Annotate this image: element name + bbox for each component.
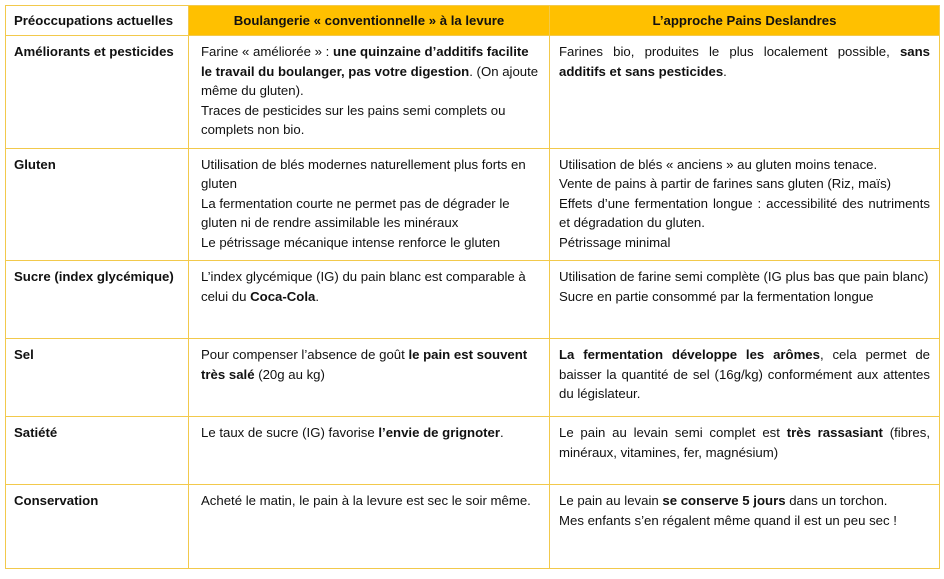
text-run: Farine « améliorée » : — [201, 44, 333, 59]
topic-cell: Conservation — [6, 485, 189, 569]
topic-cell: Améliorants et pesticides — [6, 36, 189, 149]
text-run: Pétrissage minimal — [559, 234, 671, 250]
text-run: Le taux de sucre (IG) favorise — [201, 425, 379, 440]
header-deslandres: L’approche Pains Deslandres — [550, 6, 940, 36]
cell-paragraph — [559, 423, 930, 462]
deslandres-cell — [550, 339, 940, 417]
text-run: Pour compenser l’absence de goût — [201, 347, 409, 362]
table-row — [6, 339, 940, 417]
conventional-cell — [189, 339, 550, 417]
bold-text: l’envie de grignoter — [378, 425, 501, 440]
comparison-document — [5, 5, 939, 569]
deslandres-cell — [550, 485, 940, 569]
bold-text: le pain est souvent très salé — [201, 347, 528, 382]
cell-paragraph — [559, 174, 930, 194]
table-row — [6, 417, 940, 485]
deslandres-cell — [550, 36, 940, 149]
text-run: Farines bio, produites le plus localement possible, — [559, 44, 900, 59]
deslandres-cell — [550, 417, 940, 485]
text-run: Le pain au levain semi complet est — [559, 425, 787, 440]
text-run: Traces de pesticides sur les pains semi complets ou complets non bio. — [201, 102, 506, 137]
cell-paragraph — [559, 287, 930, 307]
cell-paragraph — [201, 423, 539, 443]
bold-text: sans additifs et sans pesticides — [559, 44, 930, 79]
bold-text: Coca-Cola — [250, 288, 316, 304]
deslandres-cell — [550, 148, 940, 261]
bold-text: se conserve 5 jours — [662, 493, 786, 508]
text-run: . — [500, 425, 504, 440]
topic-cell: Sel — [6, 339, 189, 417]
cell-paragraph — [201, 194, 539, 233]
table-row — [6, 485, 940, 569]
topic-cell: Satiété — [6, 417, 189, 485]
bold-text: La fermentation développe les arômes — [559, 347, 820, 362]
text-run: (20g au kg) — [254, 366, 325, 382]
text-run: . — [315, 288, 320, 304]
conventional-cell — [189, 261, 550, 339]
conventional-cell — [189, 36, 550, 149]
table-row — [6, 148, 940, 261]
text-run: Utilisation de farine semi complète (IG plus bas que pain blanc) — [559, 269, 929, 284]
cell-paragraph — [201, 491, 539, 511]
text-run: , cela permet de baisser la quantité de sel (16g/kg) conformément aux attentes du législateur. — [559, 347, 930, 401]
conventional-cell — [189, 417, 550, 485]
comparison-table — [5, 5, 940, 569]
cell-paragraph — [559, 155, 930, 175]
cell-paragraph — [201, 233, 539, 253]
text-run: dans un torchon. — [785, 493, 888, 508]
cell-paragraph — [201, 345, 539, 384]
text-run: Utilisation de blés « anciens » au gluten moins tenace. — [559, 156, 878, 172]
conventional-cell — [189, 148, 550, 261]
text-run: Vente de pains à partir de farines sans gluten (Riz, maïs) — [559, 176, 892, 191]
text-run: . (On ajoute même du gluten). — [201, 63, 539, 98]
text-run: Utilisation de blés modernes naturellement plus forts en gluten — [201, 156, 526, 191]
text-run: . — [723, 63, 727, 79]
table-row — [6, 36, 940, 149]
conventional-cell — [189, 485, 550, 569]
cell-paragraph — [559, 267, 930, 287]
text-run: Effets d’une fermentation longue : accessibilité des nutriments et dégradation du gluten. — [559, 195, 930, 230]
text-run: L’index glycémique (IG) du pain blanc est comparable à celui du — [201, 269, 526, 304]
header-conventional: Boulangerie « conventionnelle » à la levure — [189, 6, 550, 36]
text-run: Le pétrissage mécanique intense renforce le gluten — [201, 234, 501, 250]
text-run: Acheté le matin, le pain à la levure est sec le soir même. — [201, 493, 531, 508]
table-row — [6, 261, 940, 339]
text-run: Le pain au levain — [559, 493, 663, 508]
cell-paragraph — [559, 345, 930, 404]
bold-text: une quinzaine d’additifs facilite le travail du boulanger, pas votre digestion — [201, 44, 529, 79]
topic-cell: Sucre (index glycémique) — [6, 261, 189, 339]
table-header-row — [6, 6, 940, 36]
text-run: (fibres, minéraux, vitamines, fer, magnésium) — [559, 425, 931, 460]
cell-paragraph — [201, 155, 539, 194]
cell-paragraph — [559, 491, 930, 511]
topic-cell: Gluten — [6, 148, 189, 261]
cell-paragraph — [201, 42, 539, 101]
cell-paragraph — [559, 42, 930, 81]
text-run: Sucre en partie consommé par la fermentation longue — [559, 288, 874, 304]
deslandres-cell — [550, 261, 940, 339]
cell-paragraph — [201, 101, 539, 140]
text-run: La fermentation courte ne permet pas de dégrader le gluten ni de rendre assimilable les minéraux — [201, 195, 510, 230]
cell-paragraph — [201, 267, 539, 306]
cell-paragraph — [559, 194, 930, 233]
cell-paragraph — [559, 511, 930, 531]
text-run: Mes enfants s’en régalent même quand il est un peu sec ! — [559, 512, 897, 528]
bold-text: très rassasiant — [786, 425, 883, 440]
header-concerns: Préoccupations actuelles — [6, 6, 189, 36]
cell-paragraph — [559, 233, 930, 253]
